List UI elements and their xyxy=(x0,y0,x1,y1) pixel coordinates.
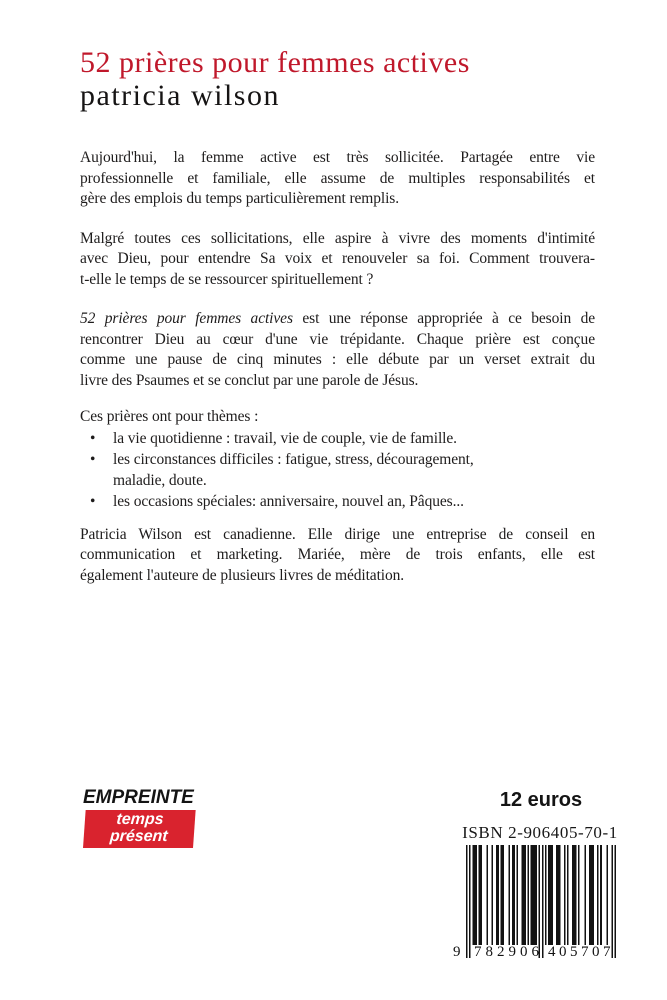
barcode-bars xyxy=(466,845,616,958)
price-label: 12 euros xyxy=(499,789,583,811)
barcode-digits-left: 782906 xyxy=(474,944,543,960)
paragraph-book-description xyxy=(80,309,595,391)
publisher-imprint: temps présent xyxy=(83,810,196,848)
paragraph-line: avec Dieu, pour entendre Sa voix et renouveler sa foi. Comment trouvera- xyxy=(80,250,595,267)
bullet-line: • les circonstances difficiles : fatigue, stress, découragement, xyxy=(113,450,474,468)
paragraph-author-bio xyxy=(80,525,595,587)
paragraph-line: rencontrer Dieu au cœur d'une vie trépidante. Chaque prière est conçue xyxy=(80,330,595,348)
bullet-line: • la vie quotidienne : travail, vie de couple, vie de famille. xyxy=(113,429,457,447)
paragraph-line: communication et marketing. Mariée, mère de trois enfants, elle est xyxy=(80,546,595,563)
paragraph-daily-life xyxy=(80,148,595,210)
paragraph-line-rest: est une réponse appropriée à ce besoin de xyxy=(302,310,595,327)
paragraph-line: gère des emplois du temps particulièrement remplis. xyxy=(80,190,400,207)
bullet-item xyxy=(80,491,595,512)
paragraph-line: t-elle le temps de se ressourcer spirituellement ? xyxy=(80,270,374,288)
themes-list xyxy=(80,428,595,512)
themes-intro: Ces prières ont pour thèmes : xyxy=(80,408,259,425)
paragraph-aspiration xyxy=(80,229,595,291)
paragraph-line: Aujourd'hui, la femme active est très sollicitée. Partagée entre vie xyxy=(80,149,595,166)
book-author: patricia wilson xyxy=(80,79,280,112)
paragraph-line: Patricia Wilson est canadienne. Elle dirige une entreprise de conseil en xyxy=(80,525,595,543)
publisher-logo xyxy=(83,788,194,848)
barcode-digit-lead: 9 xyxy=(453,944,461,960)
barcode-digits-right: 405707 xyxy=(548,944,614,960)
publisher-name: EMPREINTE xyxy=(83,787,194,808)
bullet-item xyxy=(80,428,595,449)
book-title-inline: 52 prières pour femmes actives xyxy=(80,310,293,327)
paragraph-line: Malgré toutes ces sollicitations, elle aspire à vivre des moments d'intimité xyxy=(80,229,595,247)
paragraph-line xyxy=(80,309,595,330)
cover-text-block xyxy=(80,46,595,586)
isbn-label: ISBN 2-906405-70-1 xyxy=(462,823,618,842)
book-title: 52 prières pour femmes actives xyxy=(80,46,470,79)
back-cover-copy xyxy=(80,148,595,586)
paragraph-line: livre des Psaumes et se conclut par une parole de Jésus. xyxy=(80,371,419,389)
bullet-line: maladie, doute. xyxy=(113,471,207,489)
paragraph-line: professionnelle et familiale, elle assume de multiples responsabilités et xyxy=(80,169,595,187)
paragraph-line: également l'auteure de plusieurs livres de méditation. xyxy=(80,566,405,584)
bullet-item xyxy=(80,449,595,491)
barcode xyxy=(453,845,619,964)
bullet-line: • les occasions spéciales: anniversaire, nouvel an, Pâques... xyxy=(113,492,464,510)
paragraph-line: comme une pause de cinq minutes : elle débute par un verset extrait du xyxy=(80,351,595,368)
